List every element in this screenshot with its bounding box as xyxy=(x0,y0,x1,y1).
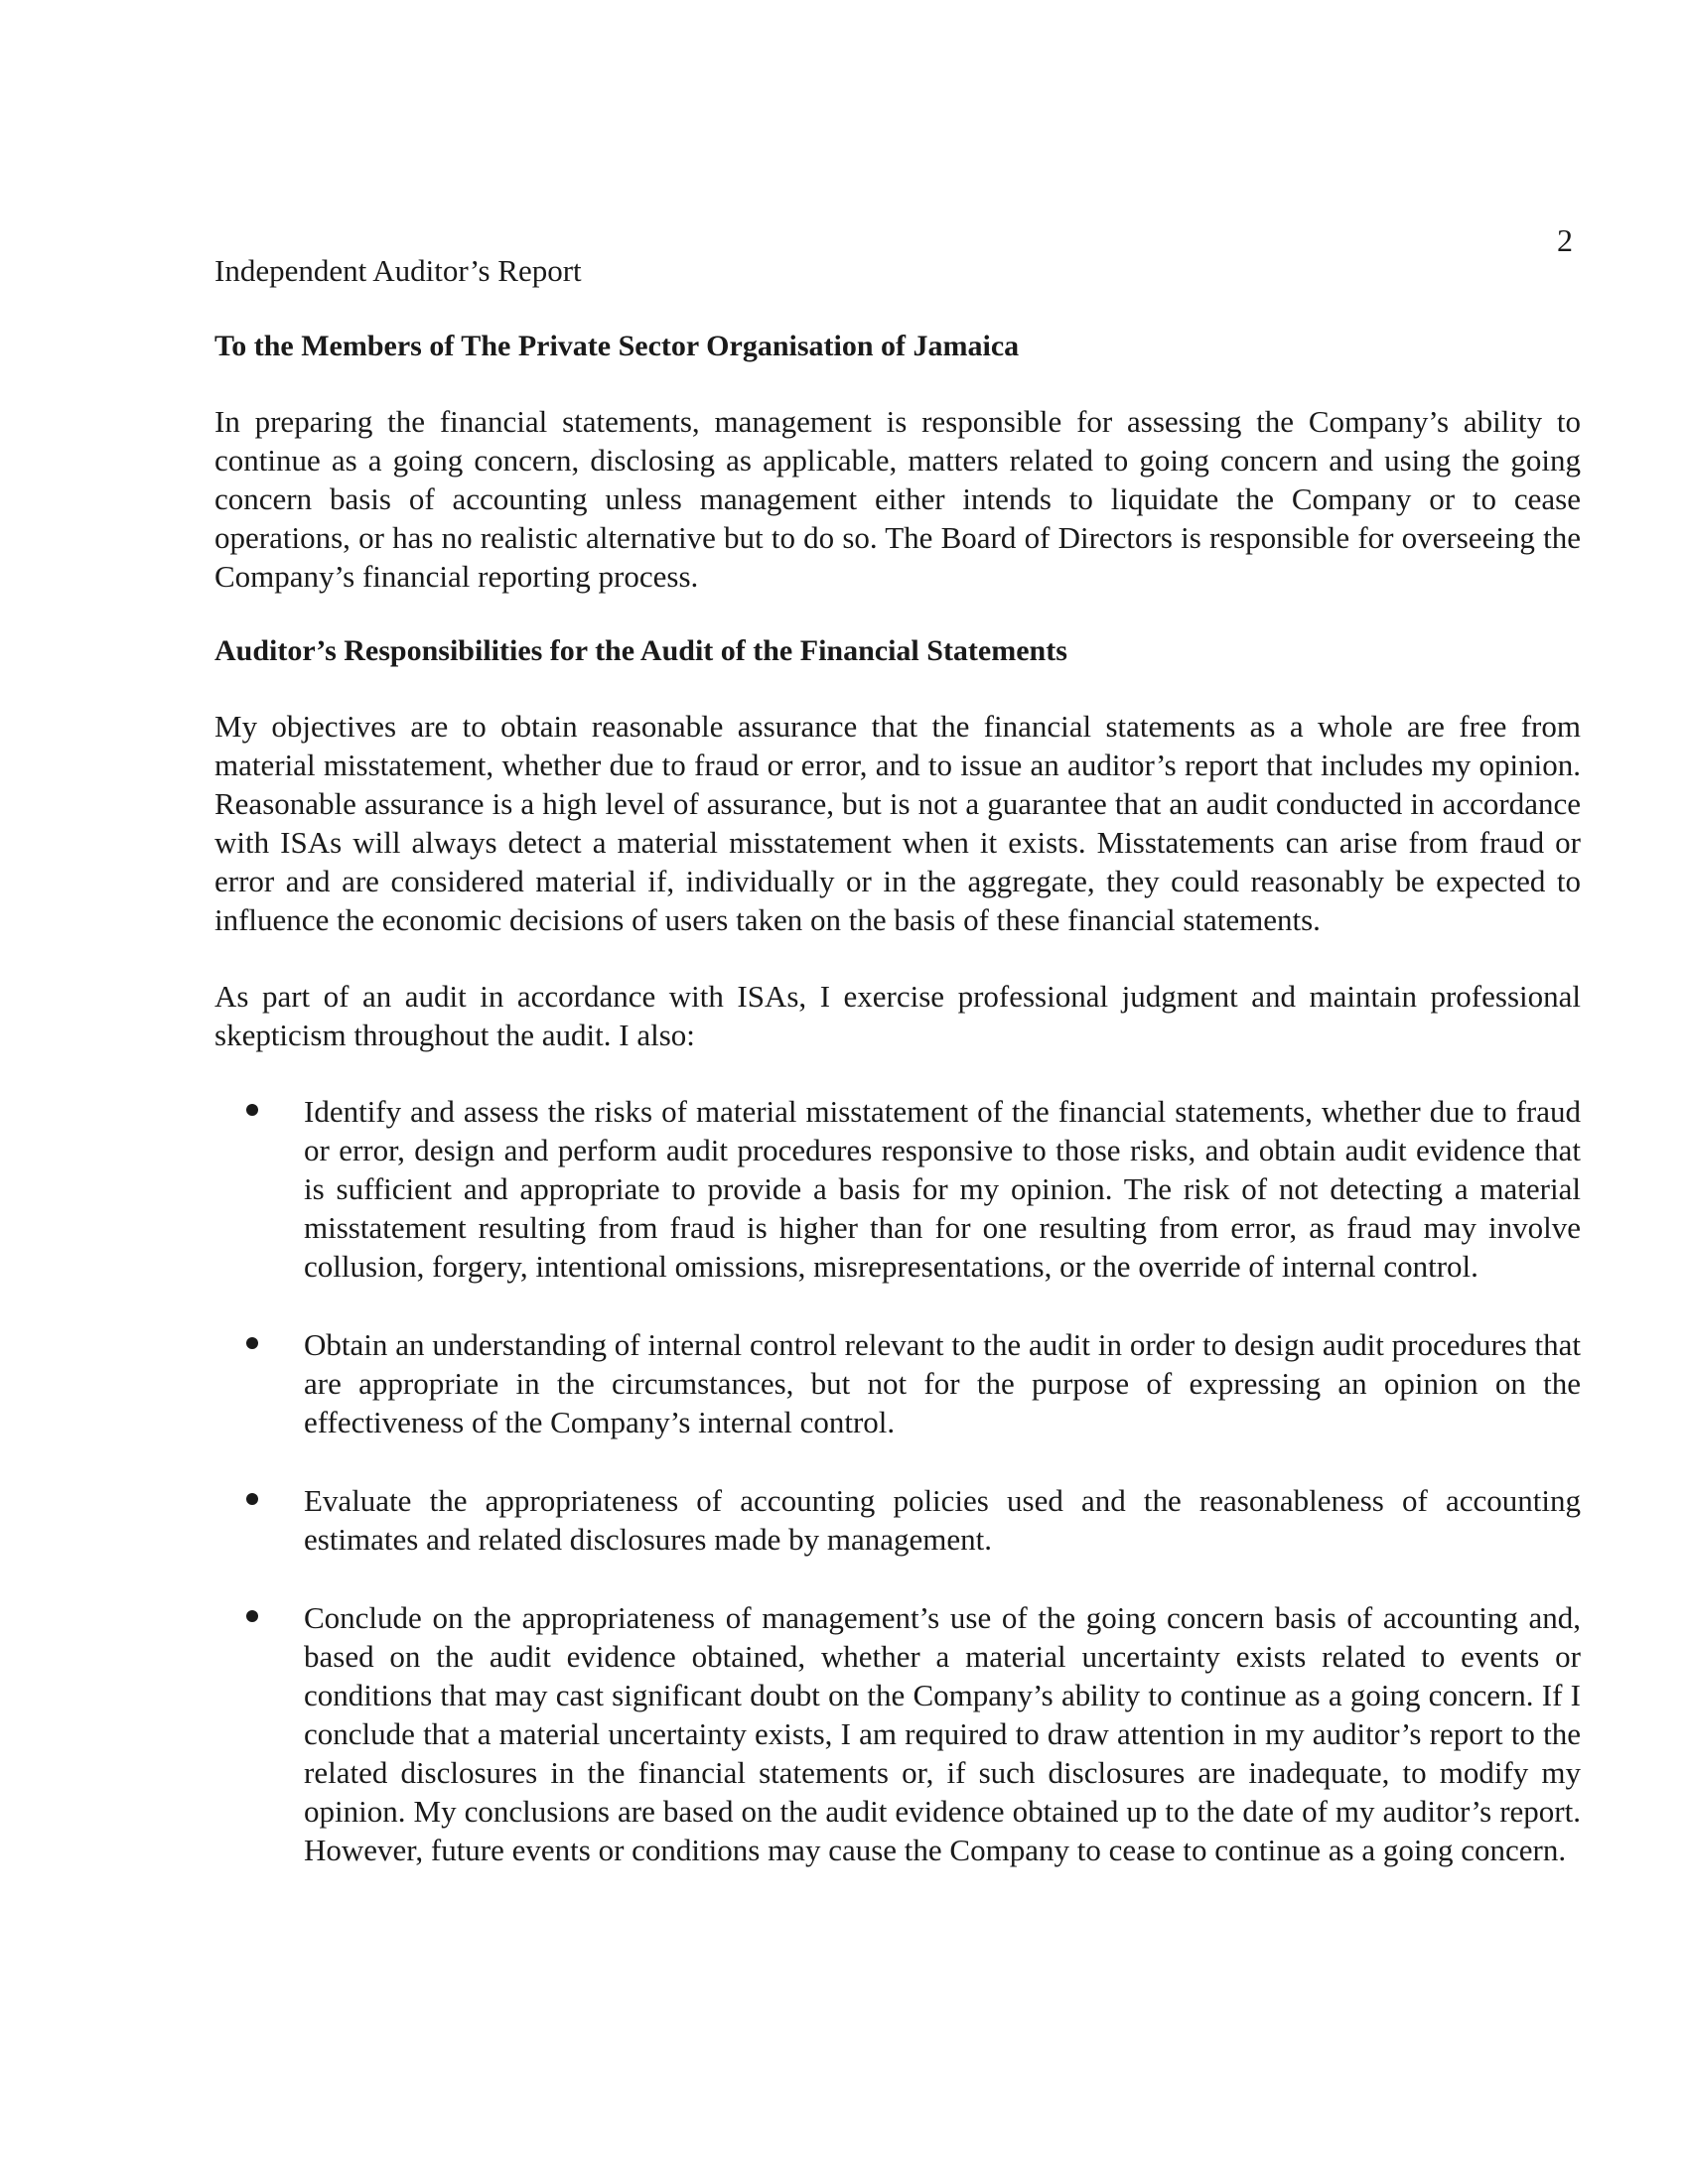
bullet-icon xyxy=(246,1610,258,1622)
bullet-icon xyxy=(246,1104,258,1116)
list-item-text: Evaluate the appropriateness of accounting policies used and the reasonableness of accounting estimates and related disclosures made by management. xyxy=(304,1483,1581,1558)
list-item-text: Identify and assess the risks of material misstatement of the financial statements, whether due to fraud or error, design and perform audit procedures responsive to those risks, and obtain audit evidence that is sufficient and appropriate to provide a basis for my opinion. The risk of not detecting a material misstatement resulting from fraud is higher than for one resulting from error, as fraud may involve collusion, forgery, intentional omissions, misrepresentations, or the override of internal control. xyxy=(304,1094,1581,1285)
report-title: Independent Auditor’s Report xyxy=(214,253,582,288)
responsibilities-heading: Auditor’s Responsibilities for the Audit of the Financial Statements xyxy=(214,634,1067,668)
page-number: 2 xyxy=(1557,222,1573,258)
responsibilities-list xyxy=(211,1092,1581,1869)
list-item xyxy=(211,1598,1581,1869)
objectives-paragraph: My objectives are to obtain reasonable assurance that the financial statements as a whole are free from material misstatement, whether due to fraud or error, and to issue an auditor’s report that includes my opinion. Reasonable assurance is a high level of assurance, but is not a guarantee that an audit conducted in accordance with ISAs will always detect a material misstatement when it exists. Misstatements can arise from fraud or error and are considered material if, individually or in the aggregate, they could reasonably be expected to influence the economic decisions of users taken on the basis of these financial statements. xyxy=(214,709,1581,938)
bullet-icon xyxy=(246,1493,258,1505)
list-item xyxy=(211,1092,1581,1286)
list-item xyxy=(211,1481,1581,1559)
going-concern-paragraph: In preparing the financial statements, management is responsible for assessing the Company’s ability to continue as a going concern, disclosing as applicable, matters related to going concern and using the going concern basis of accounting unless management either intends to liquidate the Company or to cease operations, or has no realistic alternative but to do so. The Board of Directors is responsible for overseeing the Company’s financial reporting process. xyxy=(214,404,1581,595)
list-item-text: Obtain an understanding of internal control relevant to the audit in order to design audit procedures that are appropriate in the circumstances, but not for the purpose of expressing an opinion on the effectiveness of the Company’s internal control. xyxy=(304,1327,1581,1440)
list-item xyxy=(211,1325,1581,1441)
addressee-heading: To the Members of The Private Sector Organisation of Jamaica xyxy=(214,330,1020,363)
judgment-paragraph: As part of an audit in accordance with ISAs, I exercise professional judgment and maintain professional skepticism throughout the audit. I also: xyxy=(214,979,1581,1053)
list-item-text: Conclude on the appropriateness of management’s use of the going concern basis of accounting and, based on the audit evidence obtained, whether a material uncertainty exists related to events or conditions that may cast significant doubt on the Company’s ability to continue as a going concern. If I conclude that a material uncertainty exists, I am required to draw attention in my auditor’s report to the related disclosures in the financial statements or, if such disclosures are inadequate, to modify my opinion. My conclusions are based on the audit evidence obtained up to the date of my auditor’s report. However, future events or conditions may cause the Company to cease to continue as a going concern. xyxy=(304,1600,1581,1868)
bullet-icon xyxy=(246,1337,258,1349)
report-body xyxy=(211,252,1581,1909)
